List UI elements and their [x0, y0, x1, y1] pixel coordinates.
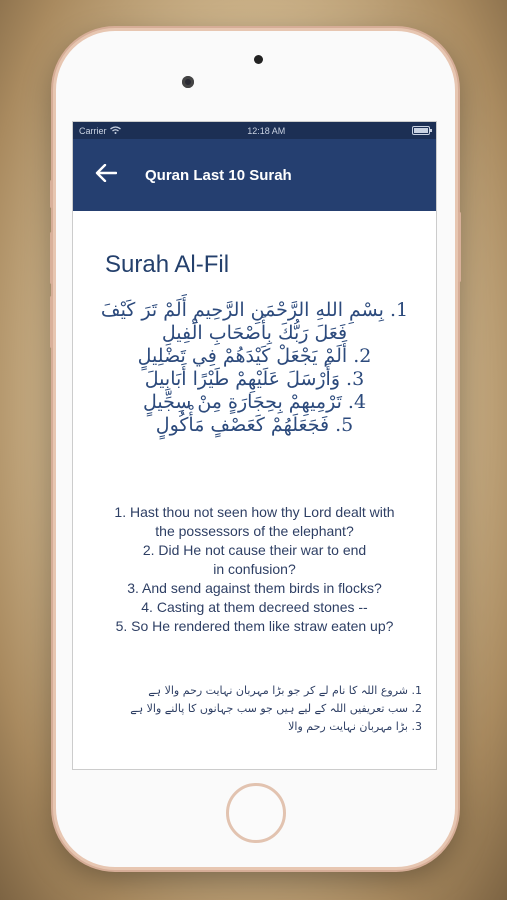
- battery-icon: [412, 126, 430, 135]
- urdu-translation: [73, 682, 436, 736]
- english-line: 1. Hast thou not seen how thy Lord dealt with: [114, 504, 395, 520]
- carrier-label: Carrier: [79, 125, 107, 136]
- status-time: 12:18 AM: [247, 125, 286, 136]
- urdu-line: 3. بڑا مہربان نہایت رحم والا: [288, 720, 422, 733]
- arabic-text: [95, 299, 414, 437]
- surah-title: Surah Al-Fil: [105, 251, 230, 278]
- wifi-icon: [110, 126, 121, 136]
- arabic-line: 3. وَأَرْسَلَ عَلَيْهِمْ طَيْرًا أَبَابِيلَ: [144, 368, 365, 390]
- speaker-icon: [254, 55, 263, 64]
- english-line: 4. Casting at them decreed stones --: [141, 599, 368, 615]
- app-title: Quran Last 10 Surah: [145, 166, 292, 184]
- side-button: [50, 180, 53, 208]
- app-bar: [73, 139, 436, 211]
- arrow-left-icon[interactable]: [95, 163, 135, 187]
- english-line: 5. So He rendered them like straw eaten up?: [115, 618, 394, 634]
- home-button[interactable]: [226, 783, 286, 843]
- arabic-line: 1. بِسْمِ اللهِ الرَّحْمَنِ الرَّحِيمِ أَلَمْ تَرَ كَيْفَ: [100, 299, 409, 321]
- urdu-line: 2. سب تعریفیں اللہ کے لیے ہیں جو سب جہانوں کا پالنے والا ہے: [130, 702, 422, 715]
- arabic-line: 2. أَلَمْ يَجْعَلْ كَيْدَهُمْ فِي تَضْلِيلٍ: [137, 345, 372, 367]
- arabic-line: فَعَلَ رَبُّكَ بِأَصْحَابِ الْفِيلِ: [161, 322, 348, 344]
- camera-icon: [182, 76, 194, 88]
- side-button: [50, 296, 53, 348]
- arabic-line: 5. فَجَعَلَهُمْ كَعَصْفٍ مَأْكُولٍ: [155, 414, 354, 436]
- english-line: in confusion?: [213, 561, 296, 577]
- app-screen: [72, 121, 437, 770]
- side-button: [458, 212, 461, 282]
- english-line: 3. And send against them birds in flocks?: [127, 580, 382, 596]
- side-button: [50, 232, 53, 284]
- english-line: 2. Did He not cause their war to end: [142, 542, 367, 558]
- urdu-line: 1. شروع اللہ کا نام لے کر جو بڑا مہربان نہایت رحم والا ہے: [148, 684, 422, 697]
- status-bar: [73, 122, 436, 139]
- arabic-line: 4. تَرْمِيهِمْ بِحِجَارَةٍ مِنْ سِجِّيلٍ: [142, 391, 367, 413]
- english-line: the possessors of the elephant?: [155, 523, 354, 539]
- english-translation: [73, 503, 436, 636]
